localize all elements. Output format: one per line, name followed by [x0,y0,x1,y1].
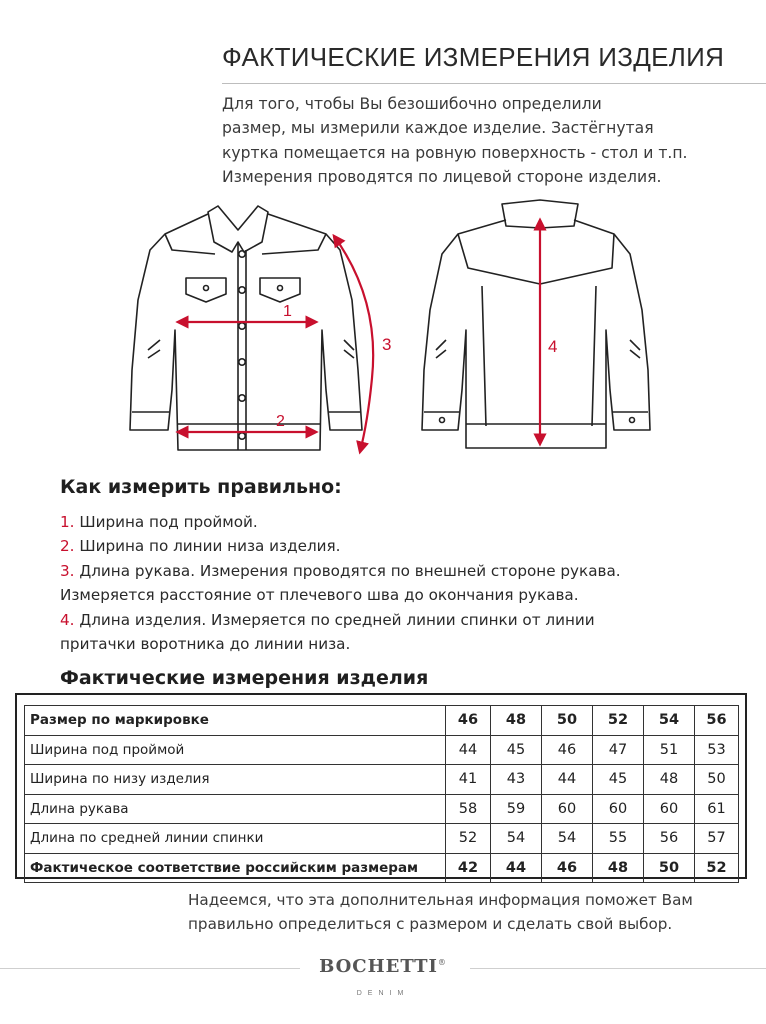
footer-note [188,888,758,937]
table-cell: 52 [593,706,644,736]
measurement-label-1: 1 [283,303,292,320]
jacket-front-illustration [130,206,362,450]
intro-line: размер, мы измерили каждое изделие. Застёгнутая [222,119,654,138]
howto-item [60,534,760,558]
table-cell: 56 [695,706,739,736]
table-row [25,794,739,824]
jacket-back-illustration [422,200,650,448]
table-cell: 48 [593,853,644,883]
brand-subtitle: DENIM [356,990,410,997]
table-cell: 59 [491,794,542,824]
table-cell: 44 [491,853,542,883]
table-cell: 48 [644,765,695,795]
table-row [25,765,739,795]
table-row [25,706,739,736]
table-row-label: Размер по маркировке [25,706,446,736]
table-cell: 45 [593,765,644,795]
table-row-label: Ширина по низу изделия [25,765,446,795]
howto-text: Ширина по линии низа изделия. [74,537,341,556]
table-cell: 48 [491,706,542,736]
table-row [25,735,739,765]
howto-text: Длина рукава. Измерения проводятся по внешней стороне рукава. [74,561,621,580]
measurement-label-4: 4 [548,337,558,356]
intro-line: Для того, чтобы Вы безошибочно определили [222,95,602,113]
table-cell: 46 [542,853,593,883]
table-cell: 44 [446,735,491,765]
table-cell: 54 [491,824,542,854]
table-row-label: Ширина под проймой [25,735,446,765]
howto-item [60,608,760,632]
table-cell: 60 [542,794,593,824]
table-cell: 60 [644,794,695,824]
table-cell: 53 [695,735,739,765]
table-cell: 41 [446,765,491,795]
measurement-label-2: 2 [276,413,285,430]
table-cell: 45 [491,735,542,765]
howto-text: притачки воротника до линии низа. [60,635,351,654]
table-cell: 61 [695,794,739,824]
howto-text: Ширина под проймой. [74,513,258,531]
table-cell: 43 [491,765,542,795]
howto-text: Длина изделия. Измеряется по средней линии спинки от линии [74,610,595,629]
table-row-label: Фактическое соответствие российским размерам [25,853,446,883]
table-cell: 52 [695,853,739,883]
table-cell: 47 [593,735,644,765]
table-cell: 56 [644,824,695,854]
howto-item [60,583,760,607]
table-cell: 50 [695,765,739,795]
howto-item [60,510,760,534]
howto-number: 2. [60,537,75,556]
title-divider [222,83,766,84]
table-cell: 42 [446,853,491,883]
table-cell: 58 [446,794,491,824]
size-table-frame [15,693,747,879]
jacket-diagrams [0,190,766,470]
table-cell: 52 [446,824,491,854]
table-cell: 54 [644,706,695,736]
table-row [25,853,739,883]
howto-text: Измеряется расстояние от плечевого шва до окончания рукава. [60,586,579,605]
footer-line: правильно определиться с размером и сделать свой выбор. [188,915,673,934]
table-cell: 44 [542,765,593,795]
size-table [24,705,739,883]
table-row [25,824,739,854]
howto-title: Как измерить правильно: [60,476,342,498]
howto-item [60,559,760,583]
table-row-label: Длина рукава [25,794,446,824]
table-row-label: Длина по средней линии спинки [25,824,446,854]
howto-number: 3. [60,561,75,580]
table-cell: 54 [542,824,593,854]
howto-item [60,632,760,656]
table-cell: 51 [644,735,695,765]
table-cell: 55 [593,824,644,854]
table-cell: 57 [695,824,739,854]
intro-text [222,92,762,189]
howto-list [60,510,760,656]
brand-registered-mark: ® [437,958,447,967]
table-cell: 46 [542,735,593,765]
table-cell: 60 [593,794,644,824]
howto-number: 4. [60,610,75,629]
measurement-label-3: 3 [382,335,392,354]
intro-line: куртка помещается на ровную поверхность - стол и т.п. [222,143,688,162]
size-table-title: Фактические измерения изделия [60,667,429,689]
intro-line: Измерения проводятся по лицевой стороне изделия. [222,167,662,186]
table-cell: 50 [644,853,695,883]
footer-line: Надеемся, что эта дополнительная информация поможет Вам [188,891,693,909]
table-cell: 50 [542,706,593,736]
brand-logo [0,956,766,977]
page-title: ФАКТИЧЕСКИЕ ИЗМЕРЕНИЯ ИЗДЕЛИЯ [222,42,725,72]
table-cell: 46 [446,706,491,736]
brand-name: BOCHETTI [319,956,438,977]
howto-number: 1. [60,513,75,531]
